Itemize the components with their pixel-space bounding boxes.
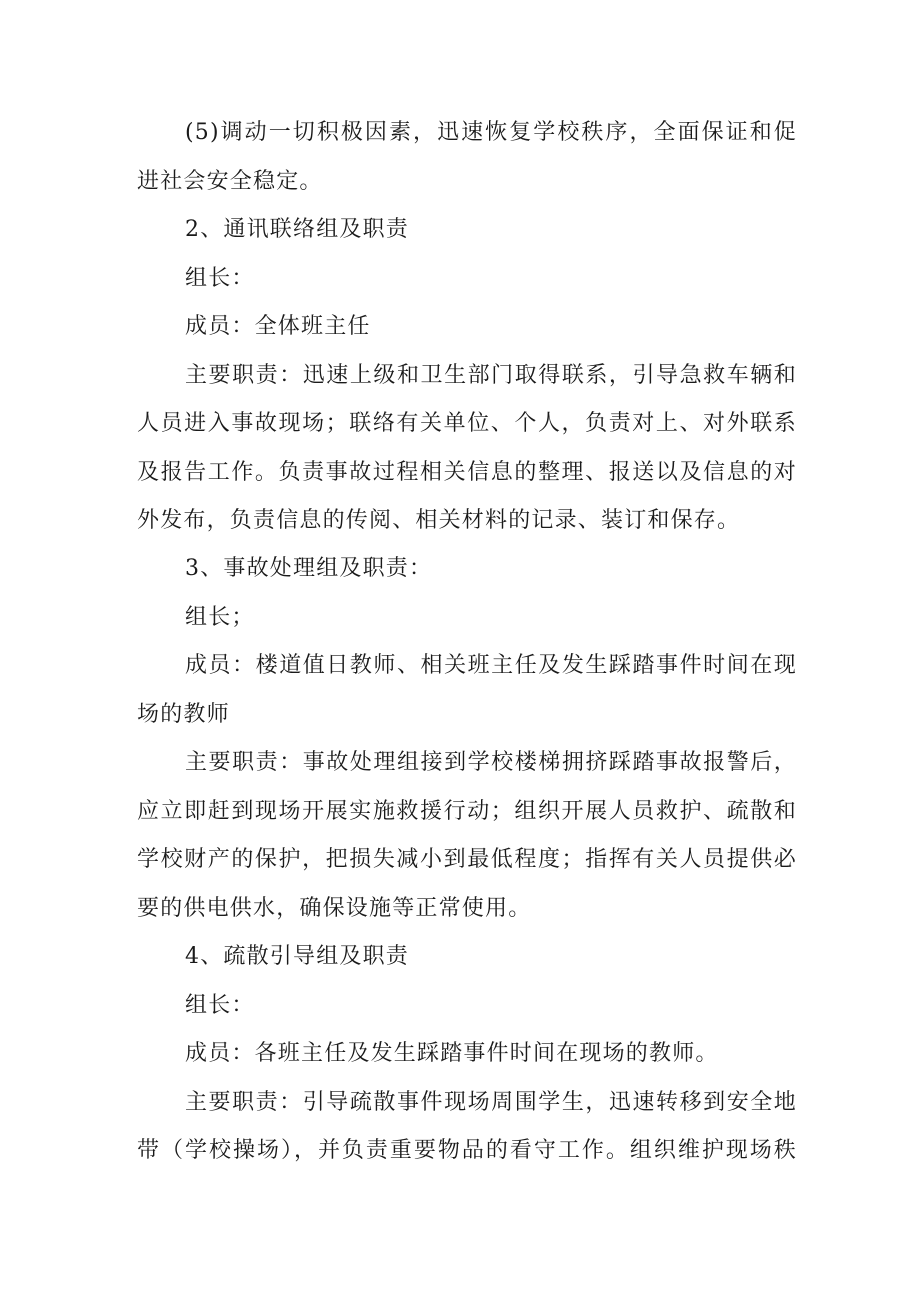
paragraph-line: 人员进入事故现场；联络有关单位、个人，负责对上、对外联系 [137,411,797,436]
paragraph-line: 场的教师 [137,702,230,727]
paragraph-line: 组长； [185,605,255,630]
paragraph-line: 成员：全体班主任 [185,314,371,339]
paragraph-line: 及报告工作。负责事故过程相关信息的整理、报送以及信息的对 [137,460,797,485]
paragraph-line: 进社会安全稳定。 [137,169,323,194]
paragraph-line: (5)调动一切积极因素，迅速恢复学校秩序，全面保证和促 [185,120,797,145]
paragraph-line: 要的供电供水，确保设施等正常使用。 [137,896,532,921]
paragraph-line: 主要职责：引导疏散事件现场周围学生，迅速转移到安全地 [185,1090,797,1115]
paragraph-line: 带（学校操场），并负责重要物品的看守工作。组织维护现场秩 [137,1138,797,1163]
paragraph-line: 成员：楼道值日教师、相关班主任及发生踩踏事件时间在现 [185,653,797,678]
paragraph-line: 组长： [185,993,255,1018]
section-heading: 2、通讯联络组及职责 [185,217,409,242]
paragraph-line: 外发布，负责信息的传阅、相关材料的记录、装订和保存。 [137,508,741,533]
paragraph-line: 组长： [185,266,255,291]
paragraph-line: 应立即赶到现场开展实施救援行动；组织开展人员救护、疏散和 [137,799,797,824]
section-heading: 4、疏散引导组及职责 [185,944,409,969]
paragraph-line: 学校财产的保护，把损失减小到最低程度；指挥有关人员提供必 [137,847,797,872]
section-heading: 3、事故处理组及职责： [185,556,433,581]
paragraph-line: 主要职责：迅速上级和卫生部门取得联系，引导急救车辆和 [185,363,797,388]
paragraph-line: 成员：各班主任及发生踩踏事件时间在现场的教师。 [185,1041,719,1066]
paragraph-line: 主要职责：事故处理组接到学校楼梯拥挤踩踏事故报警后， [185,750,797,775]
